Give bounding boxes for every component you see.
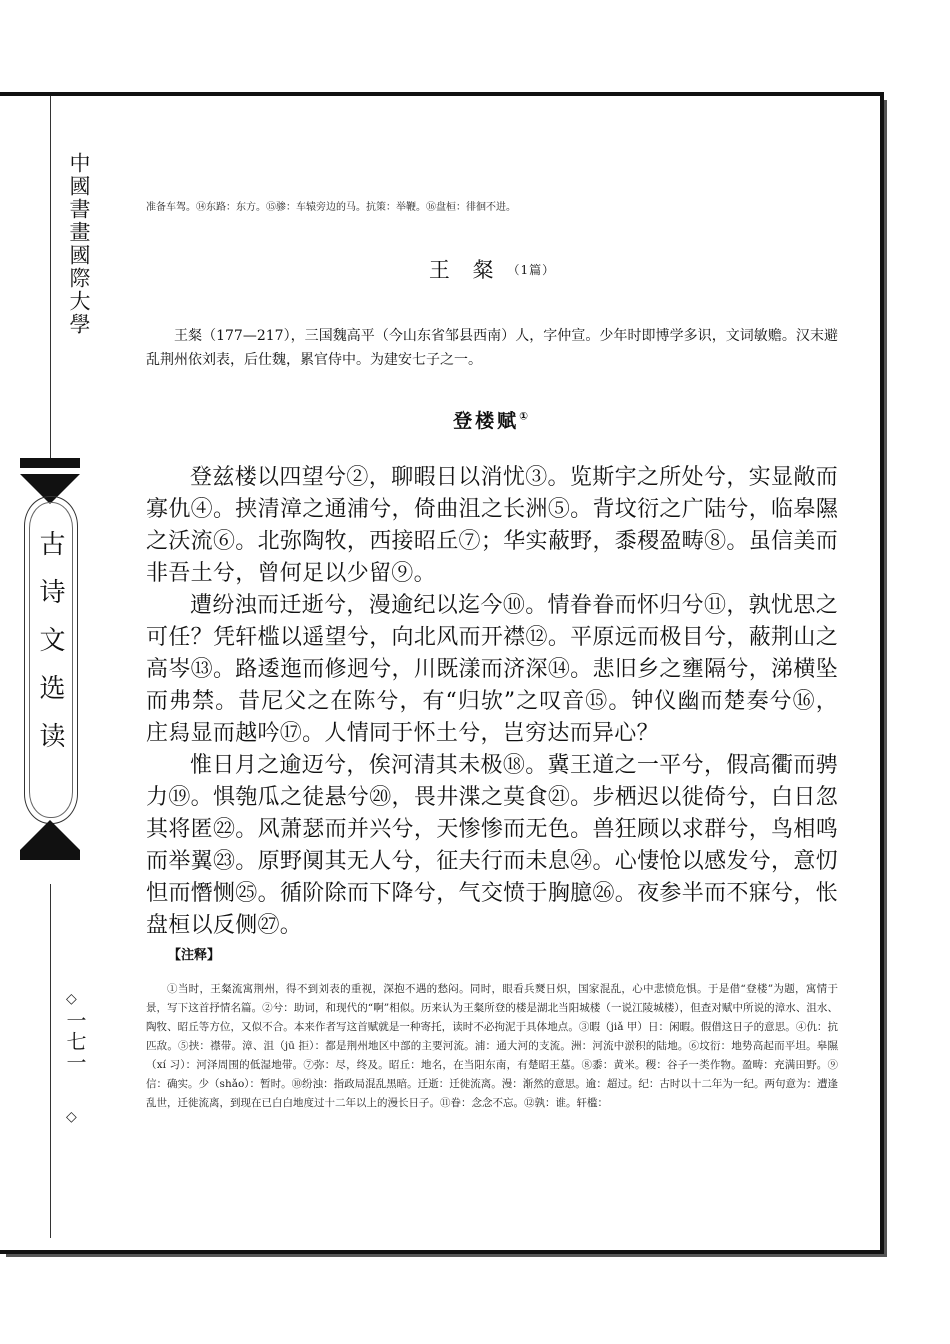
page-frame-shadow-right bbox=[884, 100, 887, 1256]
poem-title-text: 登楼赋 bbox=[453, 410, 520, 432]
carryover-notes: 准备车驾。⑭东路：东方。⑮骖：车辕旁边的马。抗策：举鞭。⑯盘桓：徘徊不进。 bbox=[146, 202, 516, 213]
spine-rule-left-bottom bbox=[50, 884, 51, 1238]
spine-bar-bottom bbox=[20, 850, 80, 860]
author-bio: 王粲（177—217），三国魏高平（今山东省邹县西南）人，字仲宣。少年时即博学多识，文词敏赡。汉末避乱荆州依刘表，后仕魏，累官侍中。为建安七子之一。 bbox=[146, 328, 838, 368]
page-frame-shadow-bottom bbox=[6, 1254, 887, 1257]
spine-bar-top bbox=[20, 458, 80, 468]
diamond-bottom-icon: ◇ bbox=[66, 1109, 77, 1125]
diamond-top-icon: ◇ bbox=[66, 991, 77, 1007]
author-heading bbox=[146, 254, 838, 284]
spine-rule-left-top bbox=[50, 96, 51, 460]
poem-title bbox=[146, 406, 838, 433]
spine-book-title: 古诗文选读 bbox=[35, 530, 65, 770]
author-name: 王 粲 bbox=[428, 258, 502, 282]
poem-body bbox=[146, 462, 838, 942]
page-number: 一七一 bbox=[63, 1010, 87, 1073]
page-frame-top bbox=[0, 92, 884, 96]
author-work-count: （1篇） bbox=[507, 263, 556, 277]
spine-triangle-bottom-icon bbox=[20, 820, 80, 850]
poem-paragraph: 遭纷浊而迁逝兮，漫逾纪以迄今⑩。情眷眷而怀归兮⑪，孰忧思之可任？凭轩槛以遥望兮，向北风而开襟⑫。平原远而极目兮，蔽荆山之高岑⑬。路逶迤而修迥兮，川既漾而济深⑭。悲旧乡之壅隔兮，涕横坠而弗禁。昔尼父之在陈兮，有“归欤”之叹音⑮。钟仪幽而楚奏兮⑯，庄舄显而越吟⑰。人情同于怀土兮，岂穷达而异心？ bbox=[146, 593, 838, 746]
notes-text: ①当时，王粲流寓荆州，得不到刘表的重视，深抱不遇的愁闷。同时，眼看兵燹日炽，国家混乱，心中悲愤危惧。于是借“登楼”为题，寓情于景，写下这首抒情名篇。②兮：助词，和现代的“啊”相似。历来认为王粲所登的楼是湖北当阳城楼（一说江陵城楼），但查对赋中所说的漳水、沮水、陶牧、昭丘等方位，又似不合。本来作者写这首赋就是一种寄托，读时不必拘泥于具体地点。③暇（jiǎ 甲）日：闲暇。假借这日子的意思。④仇：抗匹敌。⑤挟：襟带。漳、沮（jū 拒）：都是荆州地区中部的主要河流。浦：通大河的支流。洲：河流中淤积的陆地。⑥坟衍：地势高起而平坦。皋隰（xí 习）：河泽周围的低湿地带。⑦弥：尽，终及。昭丘：地名，在当阳东南，有楚昭王墓。⑧黍：黄米。稷：谷子一类作物。盈畴：充满田野。⑨信：确实。少（shǎo）：暂时。⑩纷浊：指政局混乱黑暗。迁逝：迁徙流离。漫：渐然的意思。逾：超过。纪：古时以十二年为一纪。两句意为：遭逢乱世，迁徙流离，到现在已白白地度过十二年以上的漫长日子。⑪眷：念念不忘。⑫孰：谁。轩槛： bbox=[146, 983, 838, 1109]
poem-title-note-marker: ① bbox=[519, 410, 531, 423]
notes-heading: 【注释】 bbox=[168, 948, 221, 963]
spine-university-name: 中國書畫國際大學 bbox=[67, 152, 91, 336]
poem-paragraph: 登兹楼以四望兮②，聊暇日以消忧③。览斯宇之所处兮，实显敞而寡仇④。挟清漳之通浦兮，倚曲沮之长洲⑤。背坟衍之广陆兮，临皋隰之沃流⑥。北弥陶牧，西接昭丘⑦；华实蔽野，黍稷盈畴⑧。虽信美而非吾土兮，曾何足以少留⑨。 bbox=[146, 465, 838, 586]
poem-paragraph: 惟日月之逾迈兮，俟河清其未极⑱。冀王道之一平兮，假高衢而骋力⑲。惧匏瓜之徒悬兮⑳，畏井渫之莫食㉑。步栖迟以徙倚兮，白日忽其将匿㉒。风萧瑟而并兴兮，天惨惨而无色。兽狂顾以求群兮，鸟相鸣而举翼㉓。原野阒其无人兮，征夫行而未息㉔。心悽怆以感发兮，意忉怛而憯恻㉕。循阶除而下降兮，气交愤于胸臆㉖。夜参半而不寐兮，怅盘桓以反侧㉗。 bbox=[146, 753, 838, 938]
